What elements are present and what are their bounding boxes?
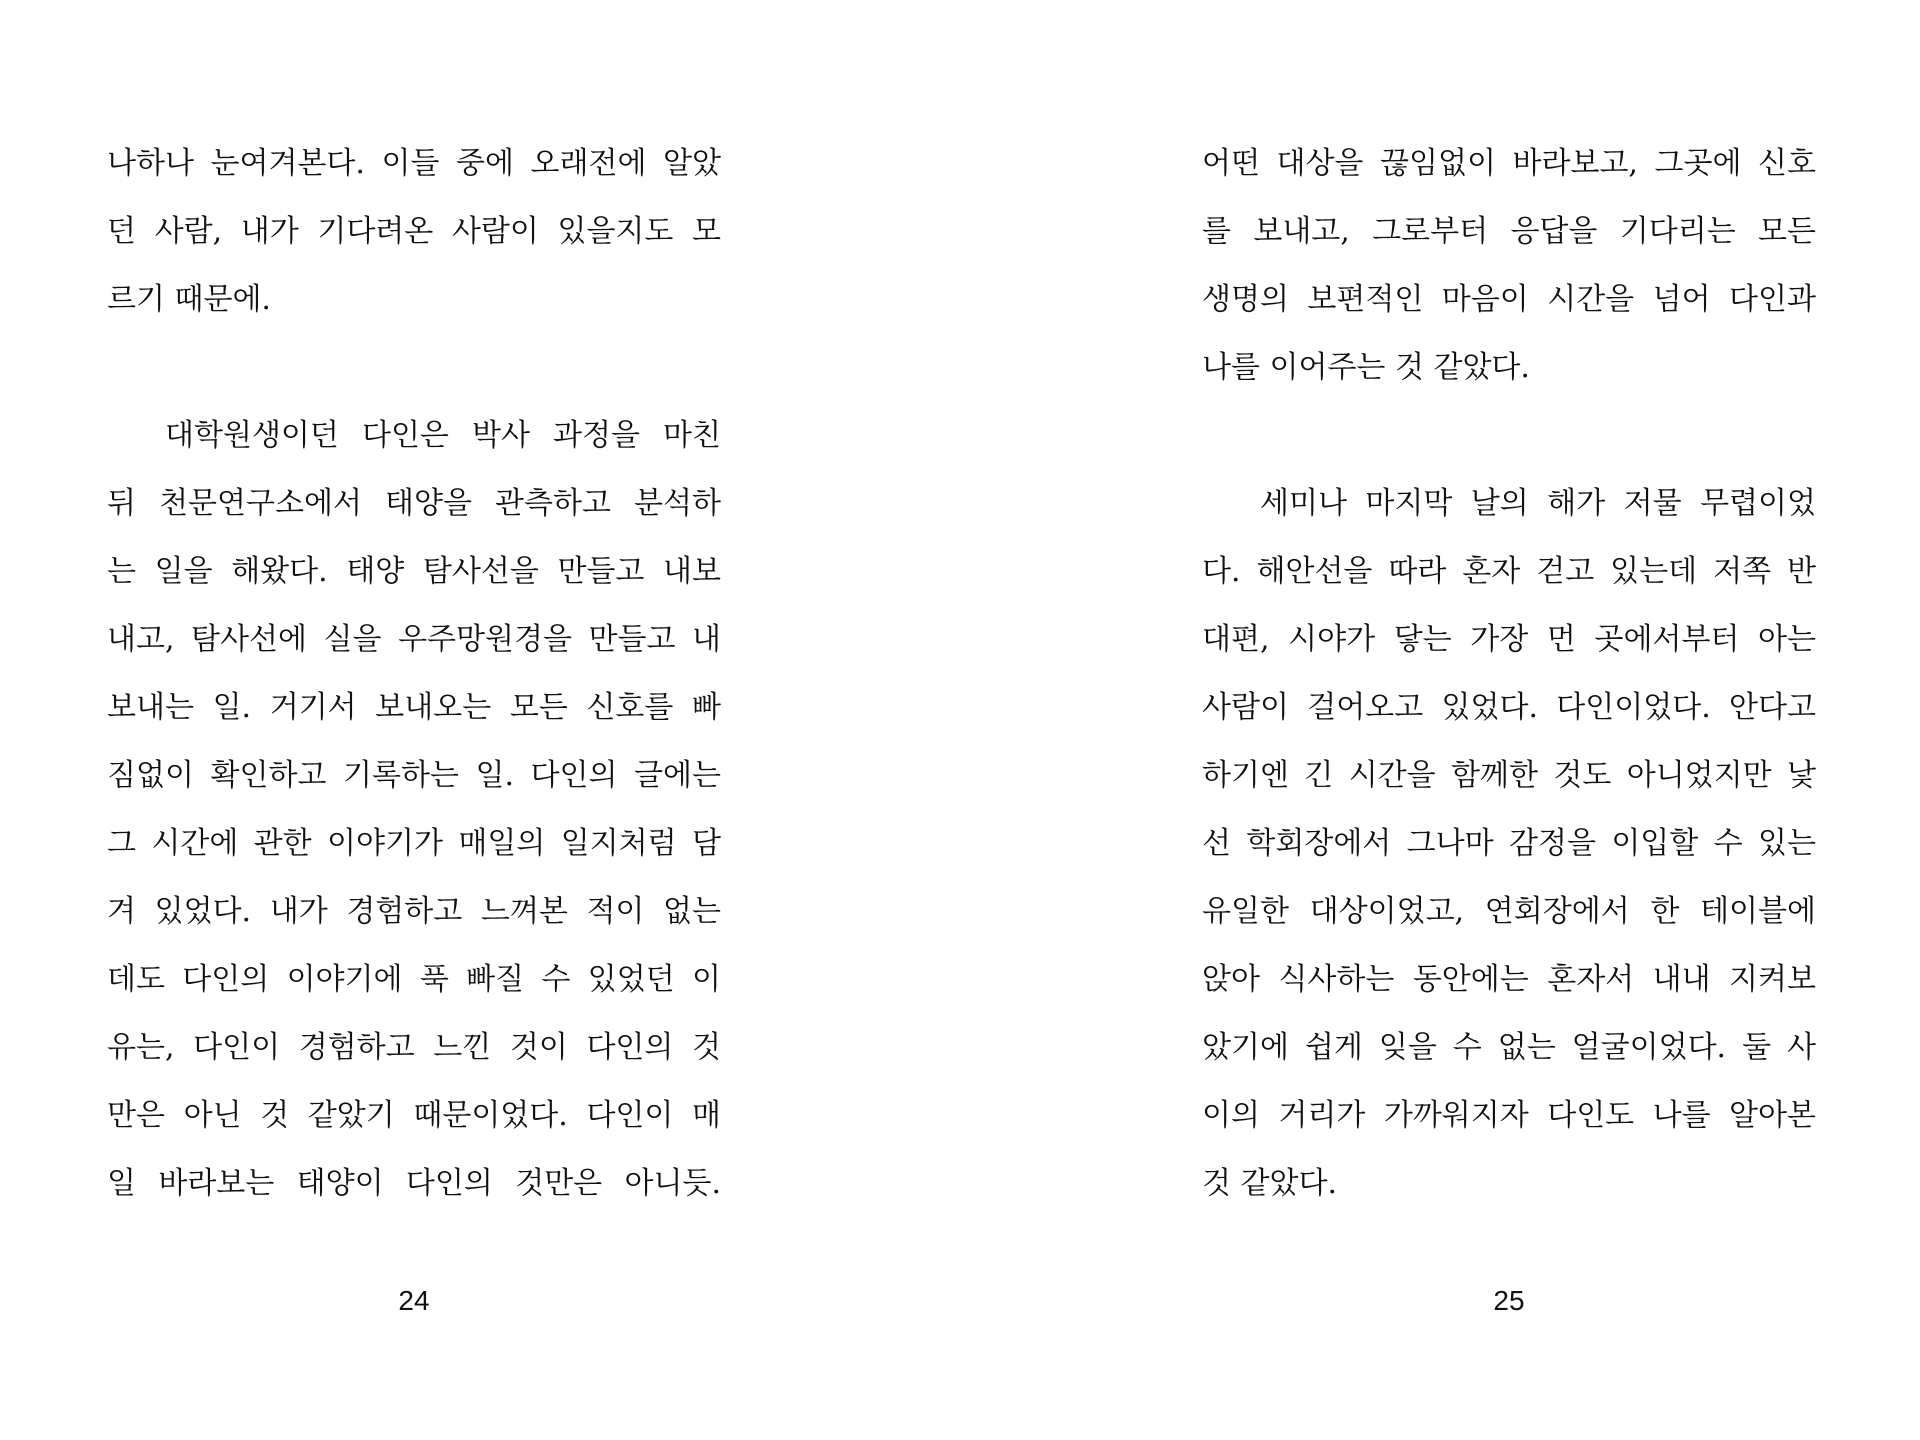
left-page-text (107, 130, 721, 1218)
text-line: 데도 다인의 이야기에 푹 빠질 수 있었던 이 (107, 962, 721, 997)
text-line: 그 시간에 관한 이야기가 매일의 일지처럼 담 (107, 826, 721, 861)
page-number: 24 (398, 1285, 430, 1316)
text-line: 대편, 시야가 닿는 가장 먼 곳에서부터 아는 (1202, 622, 1816, 657)
page-number: 25 (1493, 1285, 1525, 1316)
right-page-text (1202, 130, 1816, 1218)
paragraph-break (107, 334, 721, 402)
text-line: 대학원생이던 다인은 박사 과정을 마친 (165, 418, 721, 453)
text-line: 생명의 보편적인 마음이 시간을 넘어 다인과 (1202, 282, 1816, 317)
text-line: 사람이 걸어오고 있었다. 다인이었다. 안다고 (1202, 690, 1816, 725)
text-line: 만은 아닌 것 같았기 때문이었다. 다인이 매 (107, 1098, 721, 1133)
text-line: 유는, 다인이 경험하고 느낀 것이 다인의 것 (107, 1030, 721, 1065)
text-line: 았기에 쉽게 잊을 수 없는 얼굴이었다. 둘 사 (1202, 1030, 1816, 1065)
text-line: 다. 해안선을 따라 혼자 걷고 있는데 저쪽 반 (1202, 554, 1816, 589)
paragraph-break (1202, 402, 1816, 470)
text-line: 유일한 대상이었고, 연회장에서 한 테이블에 (1202, 894, 1816, 929)
text-line: 앉아 식사하는 동안에는 혼자서 내내 지켜보 (1202, 962, 1816, 997)
text-line: 나하나 눈여겨본다. 이들 중에 오래전에 알았 (107, 146, 721, 181)
text-line: 를 보내고, 그로부터 응답을 기다리는 모든 (1202, 214, 1816, 249)
text-line: 어떤 대상을 끊임없이 바라보고, 그곳에 신호 (1202, 146, 1816, 181)
text-line: 르기 때문에. (107, 282, 271, 317)
text-line: 내고, 탐사선에 실을 우주망원경을 만들고 내 (107, 622, 721, 657)
right-page (960, 0, 1920, 1440)
text-line: 보내는 일. 거기서 보내오는 모든 신호를 빠 (107, 690, 721, 725)
text-line: 선 학회장에서 그나마 감정을 이입할 수 있는 (1202, 826, 1816, 861)
text-line: 일 바라보는 태양이 다인의 것만은 아니듯. (107, 1166, 721, 1201)
text-line: 뒤 천문연구소에서 태양을 관측하고 분석하 (107, 486, 721, 521)
text-line: 짐없이 확인하고 기록하는 일. 다인의 글에는 (107, 758, 721, 793)
text-line: 세미나 마지막 날의 해가 저물 무렵이었 (1260, 486, 1816, 521)
text-line: 하기엔 긴 시간을 함께한 것도 아니었지만 낯 (1202, 758, 1816, 793)
text-line: 것 같았다. (1202, 1166, 1337, 1201)
text-line: 는 일을 해왔다. 태양 탐사선을 만들고 내보 (107, 554, 721, 589)
text-line: 겨 있었다. 내가 경험하고 느껴본 적이 없는 (107, 894, 721, 929)
text-line: 나를 이어주는 것 같았다. (1202, 350, 1530, 385)
text-line: 던 사람, 내가 기다려온 사람이 있을지도 모 (107, 214, 721, 249)
text-line: 이의 거리가 가까워지자 다인도 나를 알아본 (1202, 1098, 1816, 1133)
